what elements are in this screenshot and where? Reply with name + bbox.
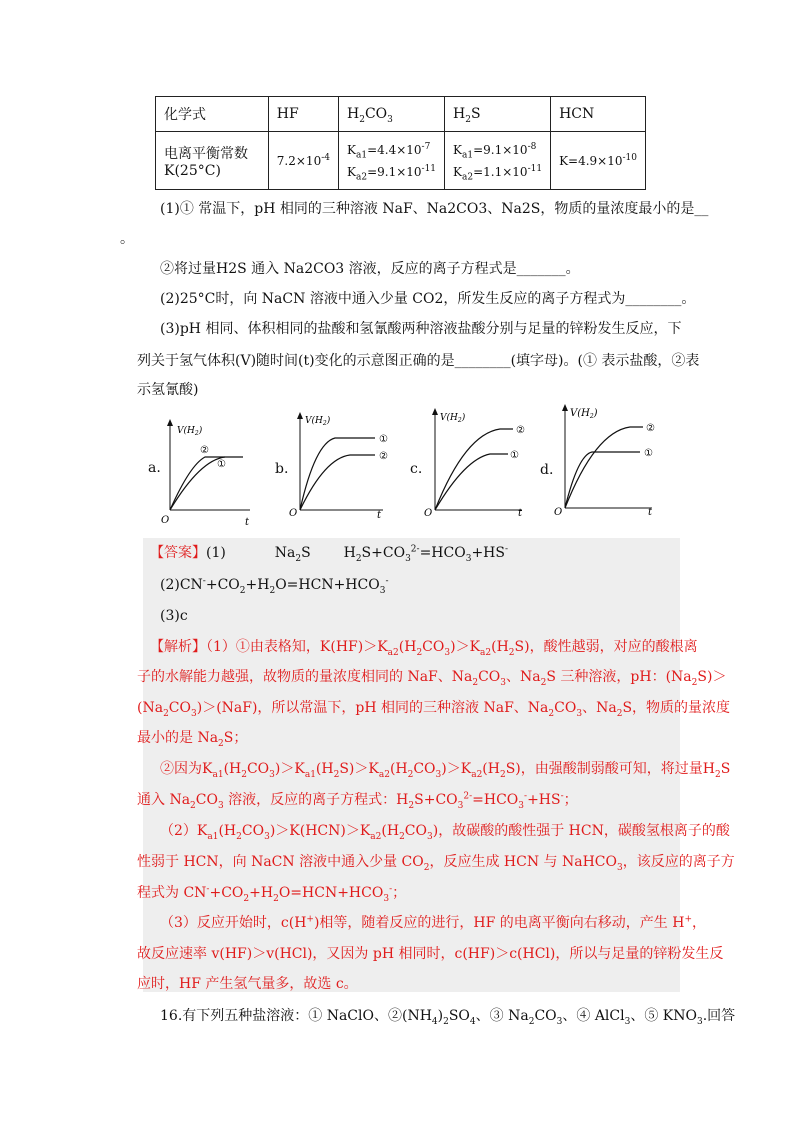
h2co3-ka1: $K_{a1}=4.4\times 10^{-7}$	[347, 141, 431, 160]
graph-d-marker-1: ①	[644, 448, 653, 459]
question-3-line3: 示氢氰酸)	[137, 382, 199, 398]
graph-d-marker-2: ②	[646, 423, 655, 434]
analysis-p1-line4: 最小的是 $Na_2S$；	[137, 730, 248, 749]
analysis-p1-line2: 子的水解能力越强，故物质的量浓度相同的 NaF、$Na_2CO_3$、$Na_2S$ 三种溶液，pH：$(Na_2S)>$	[137, 669, 727, 688]
graph-b-origin: O	[289, 508, 298, 519]
answer-1-salt: $Na_2S$	[274, 545, 311, 564]
graph-d-label: d.	[540, 462, 554, 478]
graph-b-curve-2	[300, 455, 375, 510]
question-1a-line2: 。	[120, 231, 134, 247]
graph-d-xlabel: t	[648, 507, 653, 518]
h2s-ka2: $K_{a2}=1.1\times 10^{-11}$	[453, 163, 543, 182]
h2co3-ka2: $K_{a2}=9.1\times 10^{-11}$	[347, 163, 437, 182]
question-3-line2: 列关于氢气体积(V)随时间(t)变化的示意图正确的是________(填字母)。(① 表示盐酸，②表	[137, 353, 700, 369]
question-2: (2)25°C时，向 NaCN 溶液中通入少量 CO2，所发生反应的离子方程式为________。	[160, 291, 696, 307]
hf-value: $7.2\times 10^{-4}$	[268, 132, 338, 190]
graph-b-curve-1	[300, 438, 375, 510]
graph-a	[145, 415, 260, 528]
graph-a-ylabel: $V(H_2)$	[177, 426, 203, 437]
graph-a-label: a.	[148, 460, 161, 476]
analysis-p3-line1: $(2)K_{a1}(H_2CO_3)>K(HCN)>K_{a2}(H_2CO_3)$，故碳酸的酸性强于 HCN，碳酸氢根离子的酸	[160, 823, 730, 842]
analysis-tag: 【解析】	[150, 639, 206, 655]
h2s-values	[445, 132, 551, 190]
graph-c-marker-1: ①	[510, 450, 519, 461]
graph-d-ylabel: $V(H_2)$	[570, 408, 598, 420]
analysis-p4-line2: 故反应速率 v(HF)＞v(HCl)，又因为 pH 相同时，c(HF)＞c(HCl)，所以与足量的锌粉发生反	[137, 946, 724, 962]
table-value-row	[156, 132, 646, 190]
graph-b-marker-2: ②	[379, 451, 388, 462]
row-label: 电离平衡常数K(25°C)	[156, 132, 269, 190]
header-h2s: $H_2S$	[445, 97, 551, 132]
answer-tag: 【答案】	[150, 545, 206, 561]
graph-b-xlabel: t	[377, 510, 382, 521]
question-3-line1: (3)pH 相同、体积相同的盐酸和氢氰酸两种溶液盐酸分别与足量的锌粉发生反应，下	[160, 321, 682, 337]
graph-c-marker-2: ②	[516, 425, 525, 436]
graph-d-y-arrow	[562, 404, 568, 411]
graph-c-y-arrow	[432, 408, 438, 415]
graph-b-y-arrow	[297, 412, 303, 419]
answer-line-1	[150, 544, 508, 562]
analysis-p1-line1: 【解析】（1）①由表格知，$K(HF)>K_{a2}(H_2CO_3)>K_{a2}(H_2S)$，酸性越弱，对应的酸根离	[150, 639, 698, 658]
answer-1-num: (1)	[206, 545, 226, 561]
question-1a-line1: (1)① 常温下，pH 相同的三种溶液 NaF、Na2CO3、Na2S，物质的量浓度最小的是__	[160, 201, 709, 217]
header-hcn: HCN	[551, 97, 646, 132]
answer-line-2: $(2)CN^-+CO_2+H_2O=HCN+HCO_3^-$	[160, 576, 389, 596]
analysis-p3-line2: 性弱于 HCN，向 NaCN 溶液中通入少量 $CO_2$，反应生成 HCN 与 NaHCO$_3$，该反应的离子方	[137, 854, 735, 873]
ionization-constant-table	[155, 96, 646, 190]
header-hf: HF	[268, 97, 338, 132]
graph-c-xlabel: t	[518, 508, 523, 519]
graph-c-curve-1	[435, 454, 508, 510]
graph-c-ylabel: $V(H_2)$	[440, 413, 466, 424]
table-header-row	[156, 97, 646, 132]
answer-line-3: (3)c	[160, 608, 188, 624]
graph-d-curve-2	[565, 427, 643, 508]
analysis-p2-line2: 通入 $Na_2CO_3$ 溶液，反应的离子方程式：$H_2S+CO_3^{2-}=HCO_3^-+HS^-$；	[137, 791, 578, 811]
analysis-p4-line3: 应时，HF 产生氢气量多，故选 c。	[137, 976, 358, 992]
graph-a-y-arrow	[167, 419, 173, 426]
analysis-p1-line3: $(Na_2CO_3)>(NaF)$，所以常温下，pH 相同的三种溶液 NaF、$Na_2CO_3$、$Na_2S$，物质的量浓度	[137, 700, 731, 719]
question-1b: ②将过量H2S 通入 Na2CO3 溶液，反应的离子方程式是_______。	[160, 261, 580, 277]
header-formula: 化学式	[156, 97, 269, 132]
graph-a-origin: O	[161, 515, 170, 526]
analysis-p2-line1: ②因为$K_{a1}(H_2CO_3)>K_{a1}(H_2S)>K_{a2}(H_2CO_3)>K_{a2}(H_2S)$，由强酸制弱酸可知，将过量$H_2S$	[160, 761, 731, 780]
graph-b-label: b.	[275, 461, 289, 477]
h2s-ka1: $K_{a1}=9.1\times 10^{-8}$	[453, 141, 537, 160]
analysis-p3-line3: 程式为 $CN^-+CO_2+H_2O=HCN+HCO_3^-$；	[137, 884, 407, 904]
graph-a-xlabel: t	[245, 517, 250, 528]
graph-c-curve-2	[435, 429, 513, 510]
analysis-p4-line1: （3）反应开始时，c(H+)相等，随着反应的进行，HF 的电离平衡向右移动，产生 H+，	[160, 914, 707, 931]
graph-c-origin: O	[424, 508, 433, 519]
graph-a-marker-2: ②	[200, 445, 209, 456]
graph-d	[540, 400, 665, 518]
graph-a-marker-1: ①	[217, 459, 226, 470]
question-16: 16.有下列五种盐溶液：① NaClO、$②(NH_4)_2SO_4$、③ $Na_2CO_3$、④ AlCl$_3$、⑤ $KNO_3$.回答	[160, 1008, 736, 1027]
answer-1-equation: $H_2S+CO_3^{2-}=HCO_3+HS^-$	[343, 544, 509, 564]
header-h2co3: $H_2CO_3$	[339, 97, 445, 132]
graph-b-marker-1: ①	[379, 434, 388, 445]
graph-d-curve-1	[565, 452, 640, 508]
graph-d-origin: O	[554, 507, 563, 518]
graph-b	[275, 408, 395, 521]
graph-b-ylabel: $V(H_2)$	[305, 416, 331, 427]
hcn-value: $K=4.9\times 10^{-10}$	[551, 132, 646, 190]
h2co3-values	[339, 132, 445, 190]
graph-c-label: c.	[410, 461, 423, 477]
graph-c	[410, 404, 535, 519]
